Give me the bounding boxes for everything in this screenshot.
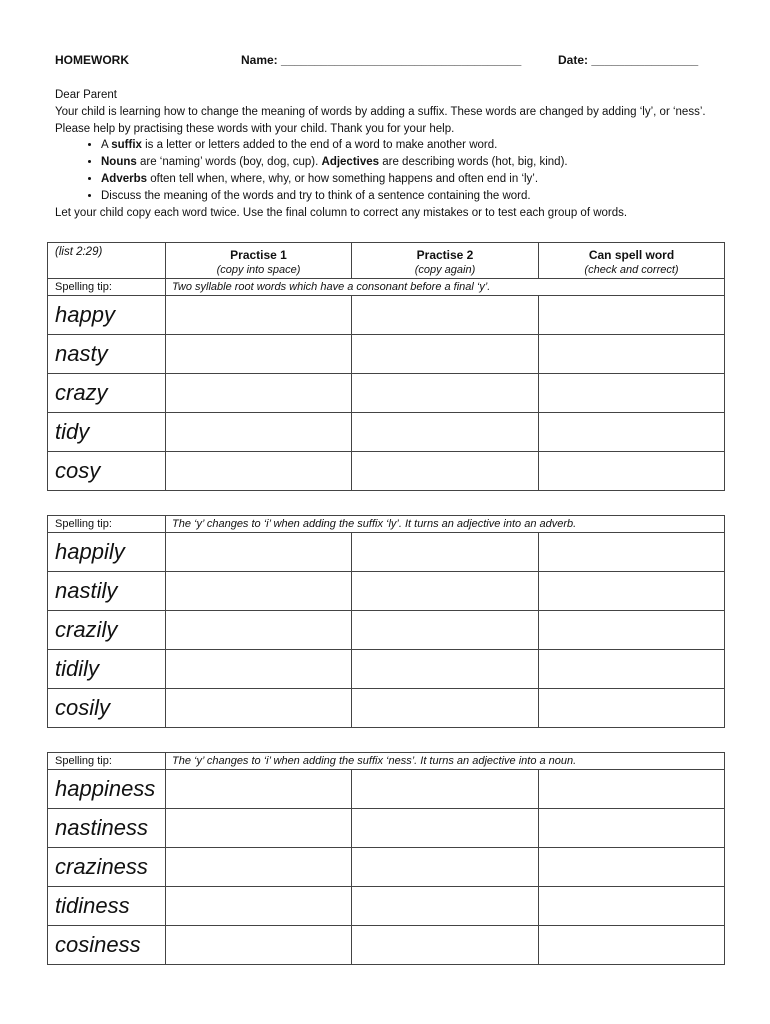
col-practise-1: Practise 1 (copy into space) [166, 243, 352, 279]
instructions-list [55, 137, 735, 204]
word: happy [48, 296, 166, 335]
table-row [48, 452, 725, 491]
col-practise-2: Practise 2 (copy again) [352, 243, 539, 279]
practise-2-cell[interactable] [352, 413, 539, 452]
bullet-nouns: • Nouns are ‘naming’ words (boy, dog, cup). Adjectives are describing words (hot, big, kind). [101, 154, 735, 171]
bullet-adverbs: • Adverbs often tell when, where, why, or how something happens and often end in ‘ly’. [101, 171, 735, 188]
tip-label: Spelling tip: [48, 753, 166, 770]
practise-2-cell[interactable] [352, 848, 539, 887]
practise-2-cell[interactable] [352, 374, 539, 413]
parent-letter [55, 87, 735, 221]
practise-2-cell[interactable] [352, 650, 539, 689]
can-spell-cell[interactable] [539, 413, 725, 452]
table-row [48, 374, 725, 413]
tip-label: Spelling tip: [48, 279, 166, 296]
practise-1-cell[interactable] [166, 926, 352, 965]
bullet-suffix: • A suffix is a letter or letters added to the end of a word to make another word. [101, 137, 735, 154]
bullet-discuss: • Discuss the meaning of the words and try to think of a sentence containing the word. [101, 188, 735, 205]
practise-1-cell[interactable] [166, 650, 352, 689]
practise-1-cell[interactable] [166, 689, 352, 728]
practise-1-cell[interactable] [166, 296, 352, 335]
word: cosy [48, 452, 166, 491]
table-row [48, 611, 725, 650]
tip-text: Two syllable root words which have a consonant before a final ‘y’. [166, 279, 725, 296]
practise-2-cell[interactable] [352, 887, 539, 926]
table-row [48, 533, 725, 572]
table-row [48, 296, 725, 335]
can-spell-cell[interactable] [539, 809, 725, 848]
word: craziness [48, 848, 166, 887]
can-spell-cell[interactable] [539, 770, 725, 809]
practise-2-cell[interactable] [352, 452, 539, 491]
word: crazily [48, 611, 166, 650]
can-spell-cell[interactable] [539, 650, 725, 689]
can-spell-cell[interactable] [539, 887, 725, 926]
can-spell-cell[interactable] [539, 335, 725, 374]
practise-1-cell[interactable] [166, 848, 352, 887]
table-row [48, 689, 725, 728]
practise-1-cell[interactable] [166, 452, 352, 491]
tip-label: Spelling tip: [48, 516, 166, 533]
spelling-table-3 [47, 752, 725, 965]
word: tidily [48, 650, 166, 689]
word: cosily [48, 689, 166, 728]
can-spell-cell[interactable] [539, 926, 725, 965]
practise-2-cell[interactable] [352, 611, 539, 650]
practise-2-cell[interactable] [352, 926, 539, 965]
word: cosiness [48, 926, 166, 965]
table-row [48, 650, 725, 689]
closing-instruction: Let your child copy each word twice. Use the final column to correct any mistakes or to test each group of words. [55, 206, 628, 219]
word: tidy [48, 413, 166, 452]
practise-2-cell[interactable] [352, 335, 539, 374]
list-number: (list 2:29) [48, 243, 166, 279]
can-spell-cell[interactable] [539, 689, 725, 728]
can-spell-cell[interactable] [539, 452, 725, 491]
table-row [48, 572, 725, 611]
tip-text: The ‘y’ changes to ‘i’ when adding the suffix ‘ness’. It turns an adjective into a noun. [166, 753, 725, 770]
can-spell-cell[interactable] [539, 533, 725, 572]
tip-text: The ‘y’ changes to ‘i’ when adding the suffix ‘ly’. It turns an adjective into an adverb. [166, 516, 725, 533]
spelling-table-2 [47, 515, 725, 728]
practise-1-cell[interactable] [166, 887, 352, 926]
practise-1-cell[interactable] [166, 533, 352, 572]
table-row [48, 413, 725, 452]
homework-title: HOMEWORK [55, 53, 129, 67]
practise-2-cell[interactable] [352, 689, 539, 728]
greeting: Dear Parent [55, 89, 118, 101]
practise-1-cell[interactable] [166, 809, 352, 848]
date-field: Date: ________________ [558, 53, 699, 67]
practise-1-cell[interactable] [166, 413, 352, 452]
spelling-tip-row [48, 753, 725, 770]
word: happily [48, 533, 166, 572]
table-row [48, 770, 725, 809]
practise-2-cell[interactable] [352, 572, 539, 611]
intro-paragraph: Your child is learning how to change the meaning of words by adding a suffix. These words are changed by adding ‘ly’, or ‘ness’. Please help by practising these words with your child. Thank you for your help. [55, 105, 706, 135]
word: crazy [48, 374, 166, 413]
can-spell-cell[interactable] [539, 848, 725, 887]
spelling-tip-row [48, 516, 725, 533]
table-row [48, 848, 725, 887]
spelling-tip-row [48, 279, 725, 296]
can-spell-cell[interactable] [539, 572, 725, 611]
name-field: Name: ____________________________________ [241, 53, 522, 67]
practise-2-cell[interactable] [352, 296, 539, 335]
word: nastily [48, 572, 166, 611]
spelling-table-1 [47, 242, 725, 491]
practise-2-cell[interactable] [352, 533, 539, 572]
word: nasty [48, 335, 166, 374]
practise-1-cell[interactable] [166, 335, 352, 374]
practise-2-cell[interactable] [352, 809, 539, 848]
word: tidiness [48, 887, 166, 926]
practise-1-cell[interactable] [166, 374, 352, 413]
practise-1-cell[interactable] [166, 611, 352, 650]
practise-2-cell[interactable] [352, 770, 539, 809]
table-header-row [48, 243, 725, 279]
table-row [48, 335, 725, 374]
table-row [48, 887, 725, 926]
word: nastiness [48, 809, 166, 848]
practise-1-cell[interactable] [166, 572, 352, 611]
word: happiness [48, 770, 166, 809]
col-can-spell: Can spell word (check and correct) [539, 243, 725, 279]
practise-1-cell[interactable] [166, 770, 352, 809]
table-row [48, 926, 725, 965]
table-row [48, 809, 725, 848]
can-spell-cell[interactable] [539, 611, 725, 650]
can-spell-cell[interactable] [539, 374, 725, 413]
page-header [55, 53, 725, 69]
can-spell-cell[interactable] [539, 296, 725, 335]
